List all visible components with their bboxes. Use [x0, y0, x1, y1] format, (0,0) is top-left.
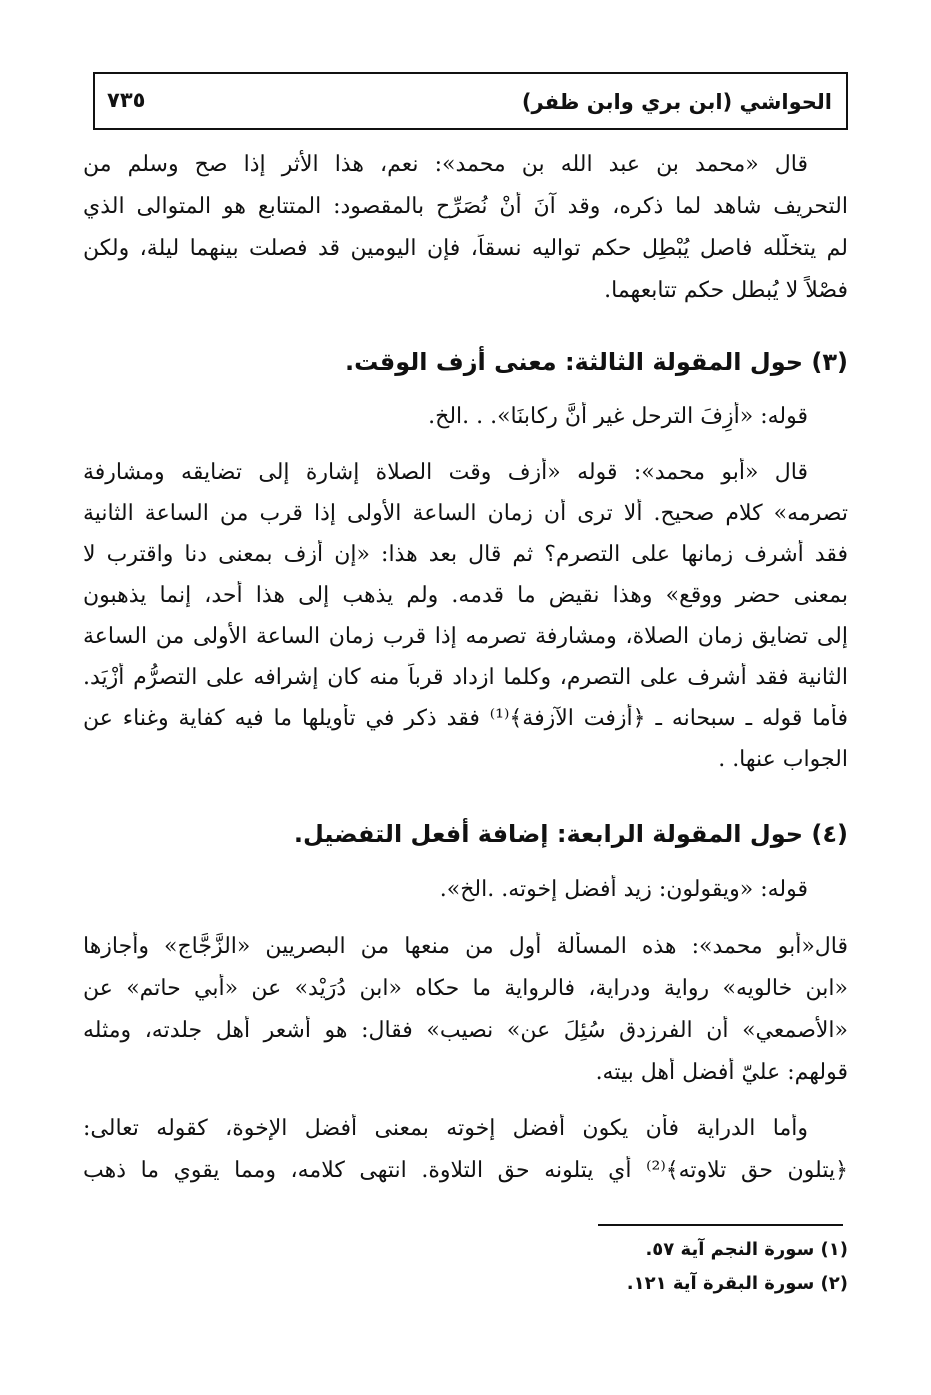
paragraph-3-line-3: فقد أشرف زمانها على التصرم؟ ثم قال بعد هذا: «إن أزف بمعنى دنا واقترب لا [83, 542, 848, 567]
section-heading-4: (٤) حول المقولة الرابعة: إضافة أفعل التفضيل. [293, 820, 848, 848]
paragraph-4-line-3: «الأصمعي» أن الفرزدق سُئِلَ عن» نصيب» فقال: هو أشعر أهل جلدته، ومثله [83, 1018, 848, 1043]
paragraph-3-line-8: الجواب عنها. . [718, 747, 848, 772]
paragraph-1-line-2: التحريف شاهد لما ذكره، وقد آنَ أنْ نُصَرِّح بالمقصود: المتتابع هو المتوالى الذي [83, 194, 848, 219]
paragraph-4-line-2: «ابن خالويه» رواية ودراية، فالرواية ما حكاه «ابن دُرَيْد» عن «أبي حاتم» عن [83, 976, 848, 1001]
paragraph-3-line-7: فأما قوله ـ سبحانه ـ ﴿أزفت الآزفة﴾⁽¹⁾ فقد ذكر في تأويلها ما فيه كفاية وغناء عن [83, 706, 848, 731]
quote-3: قوله: «أَزِفَ الترحل غير أنَّ ركابنَا». . .الخ. [428, 404, 808, 429]
footnote-separator [598, 1224, 843, 1226]
paragraph-3-line-5: إلى تضايق زمان الصلاة، ومشارفة تصرمه إذا قرب زمان الساعة الأولى من الساعة [83, 624, 848, 649]
section-heading-3: (٣) حول المقولة الثالثة: معنى أزف الوقت. [344, 348, 848, 376]
paragraph-3-line-6: الثانية فقد أشرف على التصرم، وكلما ازداد قرباً منه كان إشرافه على التصرُّم أزْيَد. [83, 665, 848, 690]
paragraph-1-line-1: قال «محمد بن عبد الله بن محمد»: نعم، هذا الأثر إذا صح وسلم من [83, 152, 808, 177]
running-title: الحواشي (ابن بري وابن ظفر) [521, 90, 832, 114]
paragraph-5-line-1: وأما الدراية فأن يكون أفضل إخوته بمعنى أفضل الإخوة، كقوله تعالى: [83, 1116, 808, 1141]
paragraph-1-line-4: فصْلاً لا يُبطل حكم تتابعهما. [604, 278, 848, 303]
quote-4: قوله: «ويقولون: زيد أفضل إخوته. .الخ». [439, 877, 808, 902]
paragraph-3-line-2: تصرمه» كلام صحيح. ألا ترى أن زمان الساعة الأولى إذا قرب من الساعة الثانية [83, 501, 848, 526]
paragraph-3-line-4: بمعنى حضر ووقع» وهذا نقيض ما قدمه. ولم يذهب إلى هذا أحد، إنما يذهبون [83, 583, 848, 608]
paragraph-3-line-1: قال «أبو محمد»: قوله «أزف وقت الصلاة إشارة إلى تضايقه ومشارفة [83, 460, 808, 485]
page-number: ٧٣٥ [107, 88, 146, 112]
paragraph-1-line-3: لم يتخلَّله فاصل يُبْطِل حكم تواليه نسقاً، فإن اليومين قد فصلت بينهما ليلة، ولكن [83, 236, 848, 261]
paragraph-5-line-2: ﴿يتلون حق تلاوته﴾⁽²⁾ أي يتلونه حق التلاوة. انتهى كلامه، ومما يقوي ما ذهب [83, 1158, 848, 1183]
paragraph-4-line-4: قولهم: عليّ أفضل أهل بيته. [595, 1060, 848, 1085]
paragraph-4-line-1: قال«أبو محمد»: هذه المسألة أول من منعها من البصريين «الزَّجَّاج» وأجازها [83, 934, 848, 959]
running-header [93, 72, 848, 130]
footnote-1: (١) سورة النجم آية ٥٧. [645, 1239, 848, 1260]
footnote-2: (٢) سورة البقرة آية ١٢١. [626, 1273, 848, 1294]
